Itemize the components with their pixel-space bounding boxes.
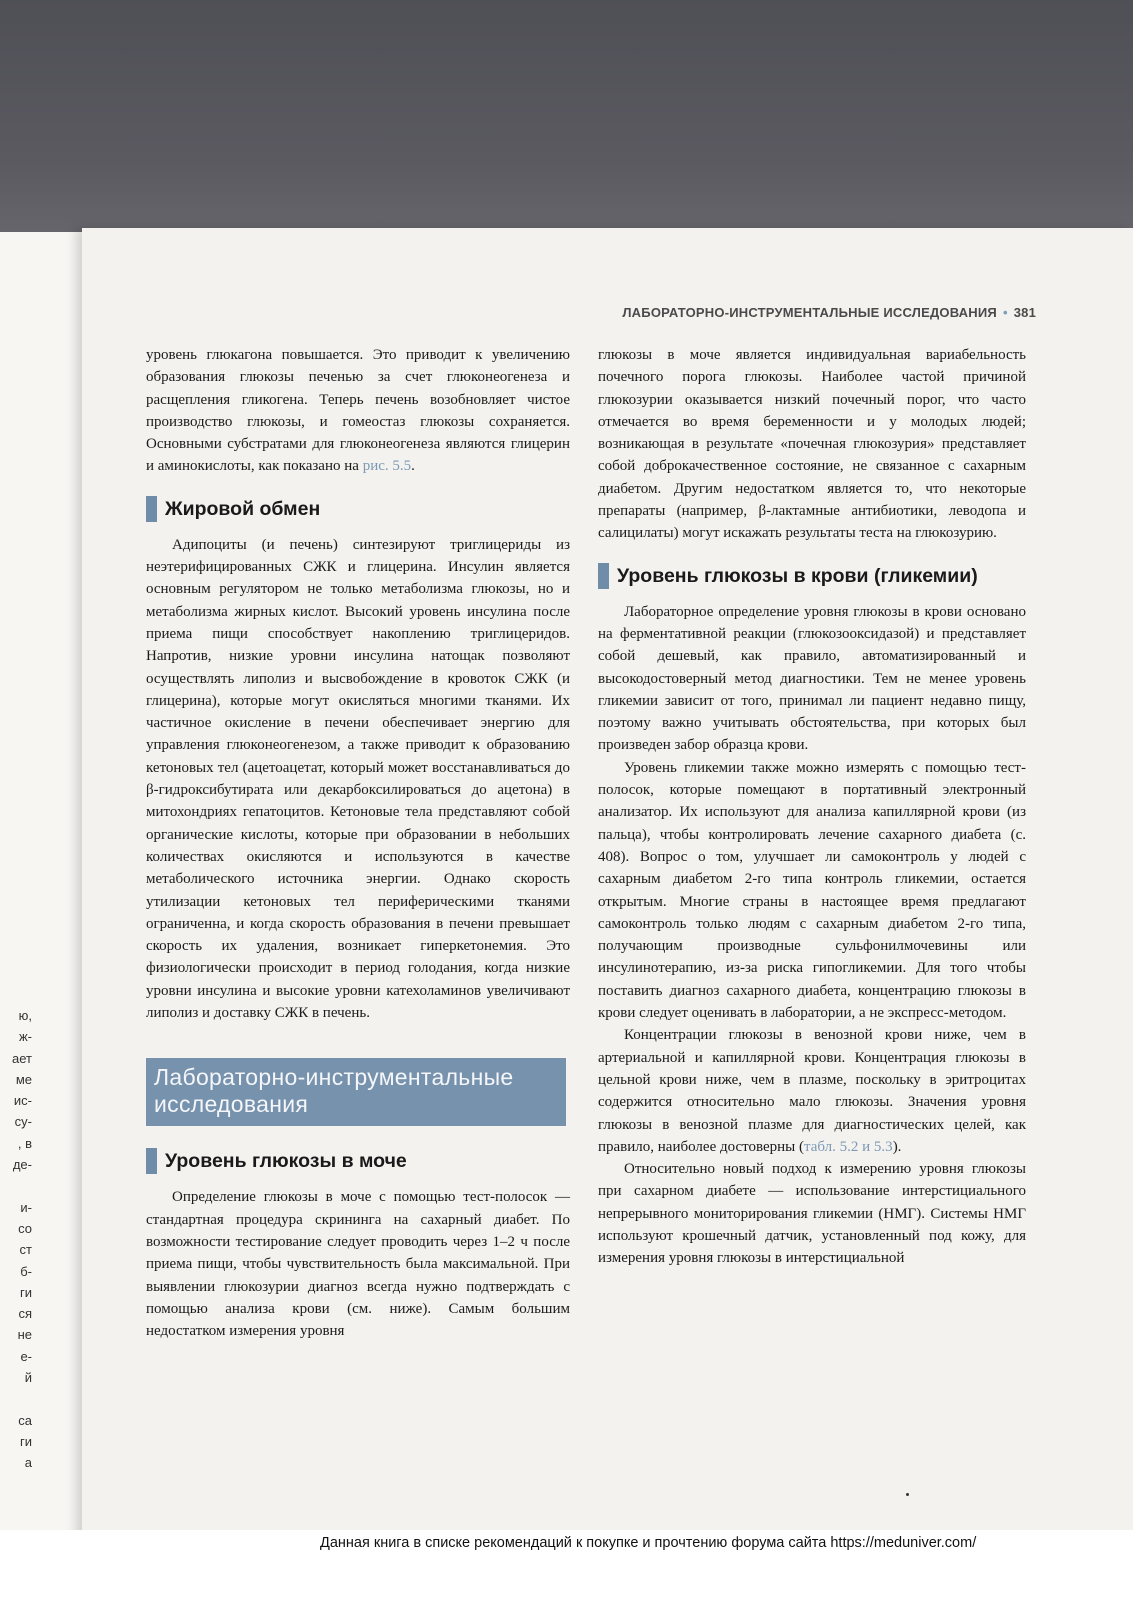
blood-p3-text: Концентрации глюкозы в венозной крови ниже, чем в артериальной и капиллярной крови. Концентрация глюкозы в цельной крови ниже, чем в плазме, поскольку в эритроцитах содержится относительно мало глюкозы. Значения уровня глюкозы в венозной плазме для диагностических целей, как правило, наиболее достоверны (	[598, 1027, 1026, 1155]
heading-bar-marker	[598, 563, 609, 589]
left-column	[146, 344, 570, 1342]
heading-bar-marker	[146, 1148, 157, 1174]
intro-text-end: .	[411, 458, 415, 475]
blood-paragraph-3	[598, 1024, 1026, 1158]
blood-paragraph-2: Уровень гликемии также можно измерять с помощью тест-полосок, которые помещают в портативный электронный анализатор. Их используют для анализа капиллярной крови (из пальца), чтобы контролировать лечение сахарного диабета (с. 408). Вопрос о том, улучшает ли самоконтроль у людей с сахарным диабетом 2-го типа контроль гликемии, остается открытым. Многие страны в настоящее время предлагают самоконтроль только людям с сахарным диабетом 2-го типа, получающим производные сульфонилмочевины или инсулинотерапию, из-за риска гипогликемии. Для того чтобы поставить диагноз сахарного диабета, концентрацию глюкозы в крови следует оценивать в лаборатории, а не экспресс-методом.	[598, 759, 1026, 1022]
scan-speck	[906, 1493, 909, 1496]
intro-text: уровень глюкагона повышается. Это приводит к увеличению образования глюкозы печенью за счет глюконеогенеза и расщепления гликогена. Теперь печень возобновляет чистое производство глюкозы, и гомеостаз глюкозы сохраняется. Основными субстратами для глюконеогенеза являются глицерин и аминокислоты, как показано на	[146, 347, 570, 475]
fat-metabolism-heading	[146, 496, 570, 522]
intro-paragraph	[146, 344, 570, 478]
blood-paragraph-1: Лабораторное определение уровня глюкозы в крови основано на ферментативной реакции (глюкозооксидазой) и представляет собой дешевый, как правило, автоматизированный и высокодостоверный метод диагностики. Тем не менее уровень гликемии зависит от того, принимал ли пациент недавно пищу, поэтому важно учитывать обстоятельства, при которых был произведен забор образца крови.	[598, 603, 1026, 754]
fat-heading-text: Жировой обмен	[165, 497, 321, 520]
running-head-separator: •	[1002, 305, 1008, 320]
blood-paragraph-4: Относительно новый подход к измерению уровня глюкозы при сахарном диабете — использование интерстициального непрерывного мониторирования гликемии (НМГ). Системы НМГ используют крошечный датчик, установленный под кожу, для измерения уровня глюкозы в интерстициальной	[598, 1161, 1026, 1267]
running-head	[556, 305, 1036, 320]
blood-p3-end: ).	[892, 1138, 902, 1155]
heading-bar-marker	[146, 496, 157, 522]
footer-note: Данная книга в списке рекомендаций к покупке и прочтению форума сайта https://meduniver.com/	[320, 1535, 977, 1551]
scan-dark-background	[0, 0, 1133, 232]
urine-glucose-heading	[146, 1148, 570, 1174]
figure-reference-link[interactable]: рис. 5.5	[362, 458, 412, 475]
right-column	[598, 344, 1026, 1270]
running-head-title: ЛАБОРАТОРНО-ИНСТРУМЕНТАЛЬНЫЕ ИССЛЕДОВАНИЯ	[622, 305, 997, 320]
section-title-box: Лабораторно-инструментальные исследования	[146, 1058, 566, 1126]
blood-heading-text: Уровень глюкозы в крови (гликемии)	[617, 564, 978, 587]
table-reference-link[interactable]: табл. 5.2 и 5.3	[804, 1138, 893, 1155]
urine-heading-text: Уровень глюкозы в моче	[165, 1150, 407, 1173]
fat-metabolism-paragraph: Адипоциты (и печень) синтезируют триглицериды из неэтерифицированных СЖК и глицерина. Инсулин является основным регулятором не только метаболизма глюкозы, но и метаболизма жирных кислот. Высокий уровень инсулина после приема пищи способствует накоплению триглицеридов. Напротив, низкие уровни инсулина натощак позволяют осуществлять липолиз и высвобождение в кровоток СЖК (и глицерина), которые могут окисляться многими тканями. Их частичное окисление в печени обеспечивает энергию для управления глюконеогенезом, а также приводит к образованию кетоновых тел (ацетоацетат, который может восстанавливаться до β-гидроксибутирата или декарбоксилироваться до ацетона) в митохондриях гепатоцитов. Кетоновые тела представляют собой органические кислоты, которые при образовании в небольших количествах окисляются и используются в качестве метаболического источника энергии. Однако скорость утилизации кетоновых тел периферическими тканями ограниченна, и когда скорость образования в печени превышает скорость их удаления, возникает гиперкетонемия. Это физиологически происходит в период голодания, когда низкие уровни инсулина и высокие уровни катехоламинов увеличивают липолиз и доставку СЖК в печень.	[146, 536, 570, 1022]
page-number: 381	[1013, 305, 1036, 320]
urine-continuation-paragraph: глюкозы в моче является индивидуальная вариабельность почечного порога глюкозы. Наиболее частой причиной глюкозурии оказывается низкий почечный порог, что часто отмечается во время беременности и у молодых людей; возникающая в результате «почечная глюкозурия» представляет собой доброкачественное состояние, не связанное с сахарным диабетом. Другим недостатком является то, что некоторые препараты (например, β-лактамные антибиотики, леводопа и салицилаты) могут искажать результаты теста на глюкозурию.	[598, 347, 1026, 542]
blood-glucose-heading	[598, 563, 1026, 589]
urine-glucose-paragraph: Определение глюкозы в моче с помощью тест-полосок — стандартная процедура скрининга на сахарный диабет. По возможности тестирование следует проводить через 1–2 ч после приема пищи, чтобы чувствительность была максимальной. При выявлении глюкозурии диагноз всегда нужно подтверждать с помощью анализа крови (см. ниже). Самым большим недостатком измерения уровня	[146, 1189, 570, 1340]
previous-page-text-fragments: ю, ж- ает ме ис- су- , в де- и- со ст б- ги ся не е- й са ги а	[12, 1008, 32, 1471]
